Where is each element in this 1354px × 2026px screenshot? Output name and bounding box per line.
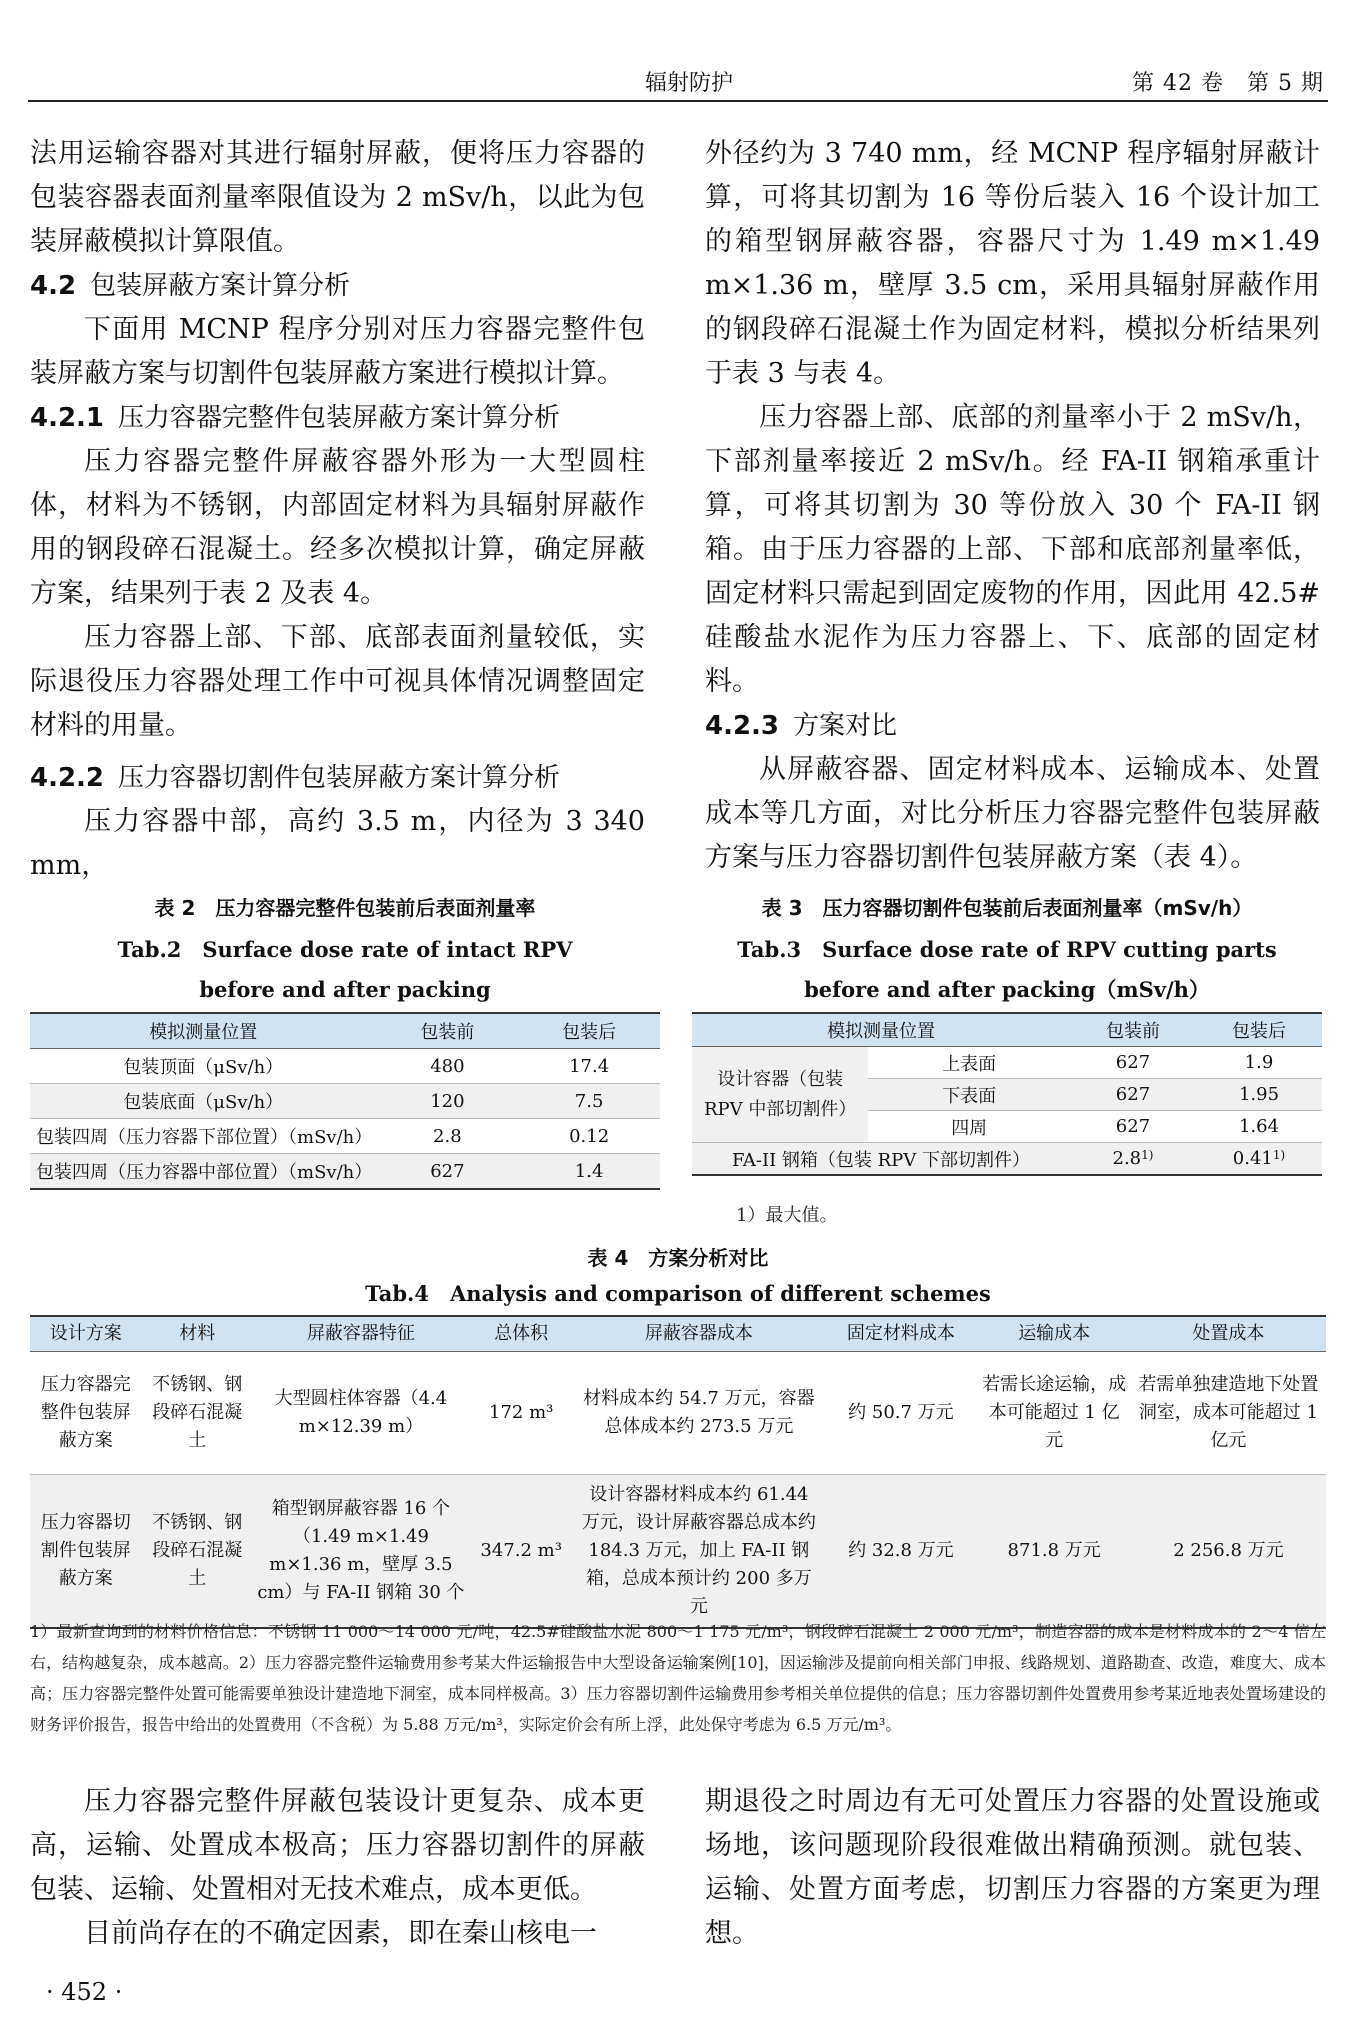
page-number: · 452 · [46, 1978, 123, 2006]
table-cell: 不锈钢、钢段碎石混凝土 [141, 1352, 252, 1475]
table-cell: 627 [377, 1154, 519, 1190]
table-header-cell: 材料 [141, 1316, 252, 1352]
value: 2.8 [1112, 1148, 1142, 1169]
table-header-cell: 总体积 [469, 1316, 574, 1352]
table-header-row [30, 1013, 660, 1049]
table4-caption [30, 1240, 1326, 1312]
table-cell: 压力容器切割件包装屏蔽方案 [30, 1475, 141, 1629]
table-row [692, 1047, 1322, 1079]
table3-caption-en: Tab.3 Surface dose rate of RPV cutting parts [737, 937, 1277, 962]
running-header [28, 56, 1328, 102]
section-title: 压力容器完整件包装屏蔽方案计算分析 [118, 403, 561, 433]
section-number: 4.2.1 [30, 403, 105, 433]
table-row [30, 1352, 1326, 1475]
table-cell: 0.12 [518, 1119, 660, 1154]
paragraph: 法用运输容器对其进行辐射屏蔽，便将压力容器的包装容器表面剂量率限值设为 2 mSv/h，以此为包装屏蔽模拟计算限值。 [30, 138, 645, 257]
section-heading-4-2-1 [30, 396, 645, 440]
table-cell: 7.5 [518, 1084, 660, 1119]
paragraph: 压力容器中部，高约 3.5 m，内径为 3 340 mm， [30, 806, 645, 881]
table-cell: 1.9 [1196, 1047, 1322, 1079]
table3 [692, 1012, 1322, 1176]
table2 [30, 1012, 660, 1190]
bottom-left-column [30, 1780, 645, 1956]
table-cell: 627 [1070, 1111, 1196, 1143]
table-header-cell: 处置成本 [1131, 1316, 1326, 1352]
paragraph: 压力容器上部、下部、底部表面剂量较低，实际退役压力容器处理工作中可视具体情况调整固定材料的用量。 [30, 622, 645, 741]
table-cell: 若需单独建造地下处置洞室，成本可能超过 1 亿元 [1131, 1352, 1326, 1475]
table-header-cell: 包装后 [518, 1013, 660, 1049]
table-cell: 箱型钢屏蔽容器 16 个（1.49 m×1.49 m×1.36 m，壁厚 3.5 cm）与 FA-II 钢箱 30 个 [253, 1475, 469, 1629]
table-cell: 627 [1070, 1047, 1196, 1079]
journal-name: 辐射防护 [645, 71, 734, 96]
table-header-cell: 包装前 [377, 1013, 519, 1049]
table4-footnote: 1）最新查询到的材料价格信息：不锈钢 11 000～14 000 元/吨，42.5#硅酸盐水泥 800～1 175 元/m³，钢段碎石混凝土 2 000 元/m³，制造容器的成本是材料成本的 2～4 倍左右，结构越复杂，成本越高。2）压力容器完整件运输费用参考某大件运输报告中大型设备运输案例[10]，因运输涉及提前向相关部门申报、线路规划、道路勘查、改造，难度大、成本高；压力容器完整件处置可能需要单独设计建造地下洞室，成本同样极高。3）压力容器切割件运输费用参考相关单位提供的信息；压力容器切割件处置费用参考某近地表处置场建设的财务评价报告，报告中给出的处置费用（不含税）为 5.88 万元/m³，实际定价会有所上浮，此处保守考虑为 6.5 万元/m³。 [30, 1622, 1326, 1734]
paragraph: 下面用 MCNP 程序分别对压力容器完整件包装屏蔽方案与切割件包装屏蔽方案进行模拟计算。 [30, 314, 645, 389]
table-row [30, 1084, 660, 1119]
table-header-cell: 包装后 [1196, 1013, 1322, 1047]
table4-caption-zh: 表 4 方案分析对比 [587, 1246, 769, 1270]
table-cell: 约 32.8 万元 [824, 1475, 977, 1629]
table-header-cell: 固定材料成本 [824, 1316, 977, 1352]
paragraph: 压力容器完整件屏蔽包装设计更复杂、成本更高，运输、处置成本极高；压力容器切割件的屏蔽包装、运输、处置相对无技术难点，成本更低。 [30, 1786, 645, 1905]
table-cell: 约 50.7 万元 [824, 1352, 977, 1475]
paragraph: 外径约为 3 740 mm，经 MCNP 程序辐射屏蔽计算，可将其切割为 16 等份后装入 16 个设计加工的箱型钢屏蔽容器，容器尺寸为 1.49 m×1.49 m×1.36 m，壁厚 3.5 cm，采用具辐射屏蔽作用的钢段碎石混凝土作为固定材料，模拟分析结果列于表 3 与表 4。 [705, 138, 1320, 389]
table-cell: 设计容器材料成本约 61.44 万元，设计屏蔽容器总成本约 184.3 万元，加上 FA-II 钢箱，总成本预计约 200 多万元 [573, 1475, 824, 1629]
table-cell: 1.64 [1196, 1111, 1322, 1143]
table3-caption [692, 890, 1322, 1008]
table-cell: 1.4 [518, 1154, 660, 1190]
table-row [30, 1154, 660, 1190]
paragraph: 目前尚存在的不确定因素，即在秦山核电一 [84, 1918, 597, 1949]
table-cell: 包装顶面（μSv/h） [30, 1049, 377, 1084]
table-cell: 包装四周（压力容器下部位置）（mSv/h） [30, 1119, 377, 1154]
table-cell: 120 [377, 1084, 519, 1119]
section-number: 4.2.2 [30, 763, 105, 793]
right-column [705, 132, 1320, 880]
table-cell [1070, 1143, 1196, 1176]
table-row [30, 1119, 660, 1154]
paragraph: 压力容器上部、底部的剂量率小于 2 mSv/h，下部剂量率接近 2 mSv/h。经 FA-II 钢箱承重计算，可将其切割为 30 等份放入 30 个 FA-II 钢箱。由于压力容器的上部、下部和底部剂量率低，固定材料只需起到固定废物的作用，因此用 42.5#硅酸盐水泥作为压力容器上、下、底部的固定材料。 [705, 402, 1320, 697]
table-cell: 347.2 m³ [469, 1475, 574, 1629]
table-header-cell: 模拟测量位置 [692, 1013, 1070, 1047]
table3-caption-en-2: before and after packing（mSv/h） [804, 977, 1210, 1002]
section-number: 4.2 [30, 271, 77, 301]
table-cell: 1.95 [1196, 1079, 1322, 1111]
paragraph: 期退役之时周边有无可处置压力容器的处置设施或场地，该问题现阶段很难做出精确预测。就包装、运输、处置方面考虑，切割压力容器的方案更为理想。 [705, 1786, 1320, 1949]
table-cell: 若需长途运输，成本可能超过 1 亿元 [978, 1352, 1131, 1475]
section-number: 4.2.3 [705, 711, 780, 741]
left-column [30, 132, 645, 888]
section-heading-4-2-2 [30, 756, 645, 800]
section-heading-4-2 [30, 264, 645, 308]
table-row [30, 1049, 660, 1084]
table-cell: FA-II 钢箱（包装 RPV 下部切割件） [692, 1143, 1070, 1176]
table2-caption-en-2: before and after packing [199, 977, 491, 1002]
section-title: 压力容器切割件包装屏蔽方案计算分析 [118, 763, 561, 793]
table-cell: 包装底面（μSv/h） [30, 1084, 377, 1119]
table-header-row [30, 1316, 1326, 1352]
paragraph: 从屏蔽容器、固定材料成本、运输成本、处置成本等几方面，对比分析压力容器完整件包装屏蔽方案与压力容器切割件包装屏蔽方案（表 4）。 [705, 754, 1320, 873]
table-cell: 材料成本约 54.7 万元，容器总体成本约 273.5 万元 [573, 1352, 824, 1475]
table-cell: 17.4 [518, 1049, 660, 1084]
table2-caption-zh: 表 2 压力容器完整件包装前后表面剂量率 [154, 896, 536, 920]
table4-caption-en: Tab.4 Analysis and comparison of different schemes [365, 1281, 991, 1306]
table-cell: 压力容器完整件包装屏蔽方案 [30, 1352, 141, 1475]
table-header-cell: 设计方案 [30, 1316, 141, 1352]
table-cell: 480 [377, 1049, 519, 1084]
table-header-cell: 模拟测量位置 [30, 1013, 377, 1049]
table-cell: 2.8 [377, 1119, 519, 1154]
table-cell: 不锈钢、钢段碎石混凝土 [141, 1475, 252, 1629]
table-cell: 627 [1070, 1079, 1196, 1111]
table-cell: 四周 [868, 1111, 1070, 1143]
paragraph: 压力容器完整件屏蔽容器外形为一大型圆柱体，材料为不锈钢，内部固定材料为具辐射屏蔽作用的钢段碎石混凝土。经多次模拟计算，确定屏蔽方案，结果列于表 2 及表 4。 [30, 446, 645, 609]
table-cell: 大型圆柱体容器（4.4 m×12.39 m） [253, 1352, 469, 1475]
table-cell: 172 m³ [469, 1352, 574, 1475]
table4 [30, 1315, 1326, 1629]
table-cell: 2 256.8 万元 [1131, 1475, 1326, 1629]
table-header-cell: 运输成本 [978, 1316, 1131, 1352]
table-header-cell: 包装前 [1070, 1013, 1196, 1047]
section-title: 方案对比 [793, 711, 898, 741]
section-title: 包装屏蔽方案计算分析 [90, 271, 351, 301]
table-cell: 下表面 [868, 1079, 1070, 1111]
table2-caption-en: Tab.2 Surface dose rate of intact RPV [117, 937, 573, 962]
table-cell: 871.8 万元 [978, 1475, 1131, 1629]
table-header-cell: 屏蔽容器特征 [253, 1316, 469, 1352]
issue-info: 第 42 卷 第 5 期 [1132, 71, 1324, 96]
footnote-mark: 1) [1272, 1148, 1286, 1162]
value: 0.41 [1232, 1148, 1273, 1169]
table3-note: 1）最大值。 [736, 1205, 838, 1226]
table3-caption-zh: 表 3 压力容器切割件包装前后表面剂量率（mSv/h） [761, 896, 1253, 920]
table-group-cell: 设计容器（包装 RPV 中部切割件） [692, 1047, 868, 1143]
table-row [30, 1475, 1326, 1629]
footnote-mark: 1) [1141, 1148, 1154, 1162]
table2-caption [30, 890, 660, 1008]
table-header-cell: 屏蔽容器成本 [573, 1316, 824, 1352]
table-header-row [692, 1013, 1322, 1047]
table-cell: 上表面 [868, 1047, 1070, 1079]
bottom-right-column [705, 1780, 1320, 1956]
section-heading-4-2-3 [705, 704, 1320, 748]
table-cell: 包装四周（压力容器中部位置）（mSv/h） [30, 1154, 377, 1190]
table-cell [1196, 1143, 1322, 1176]
table-row [692, 1143, 1322, 1176]
